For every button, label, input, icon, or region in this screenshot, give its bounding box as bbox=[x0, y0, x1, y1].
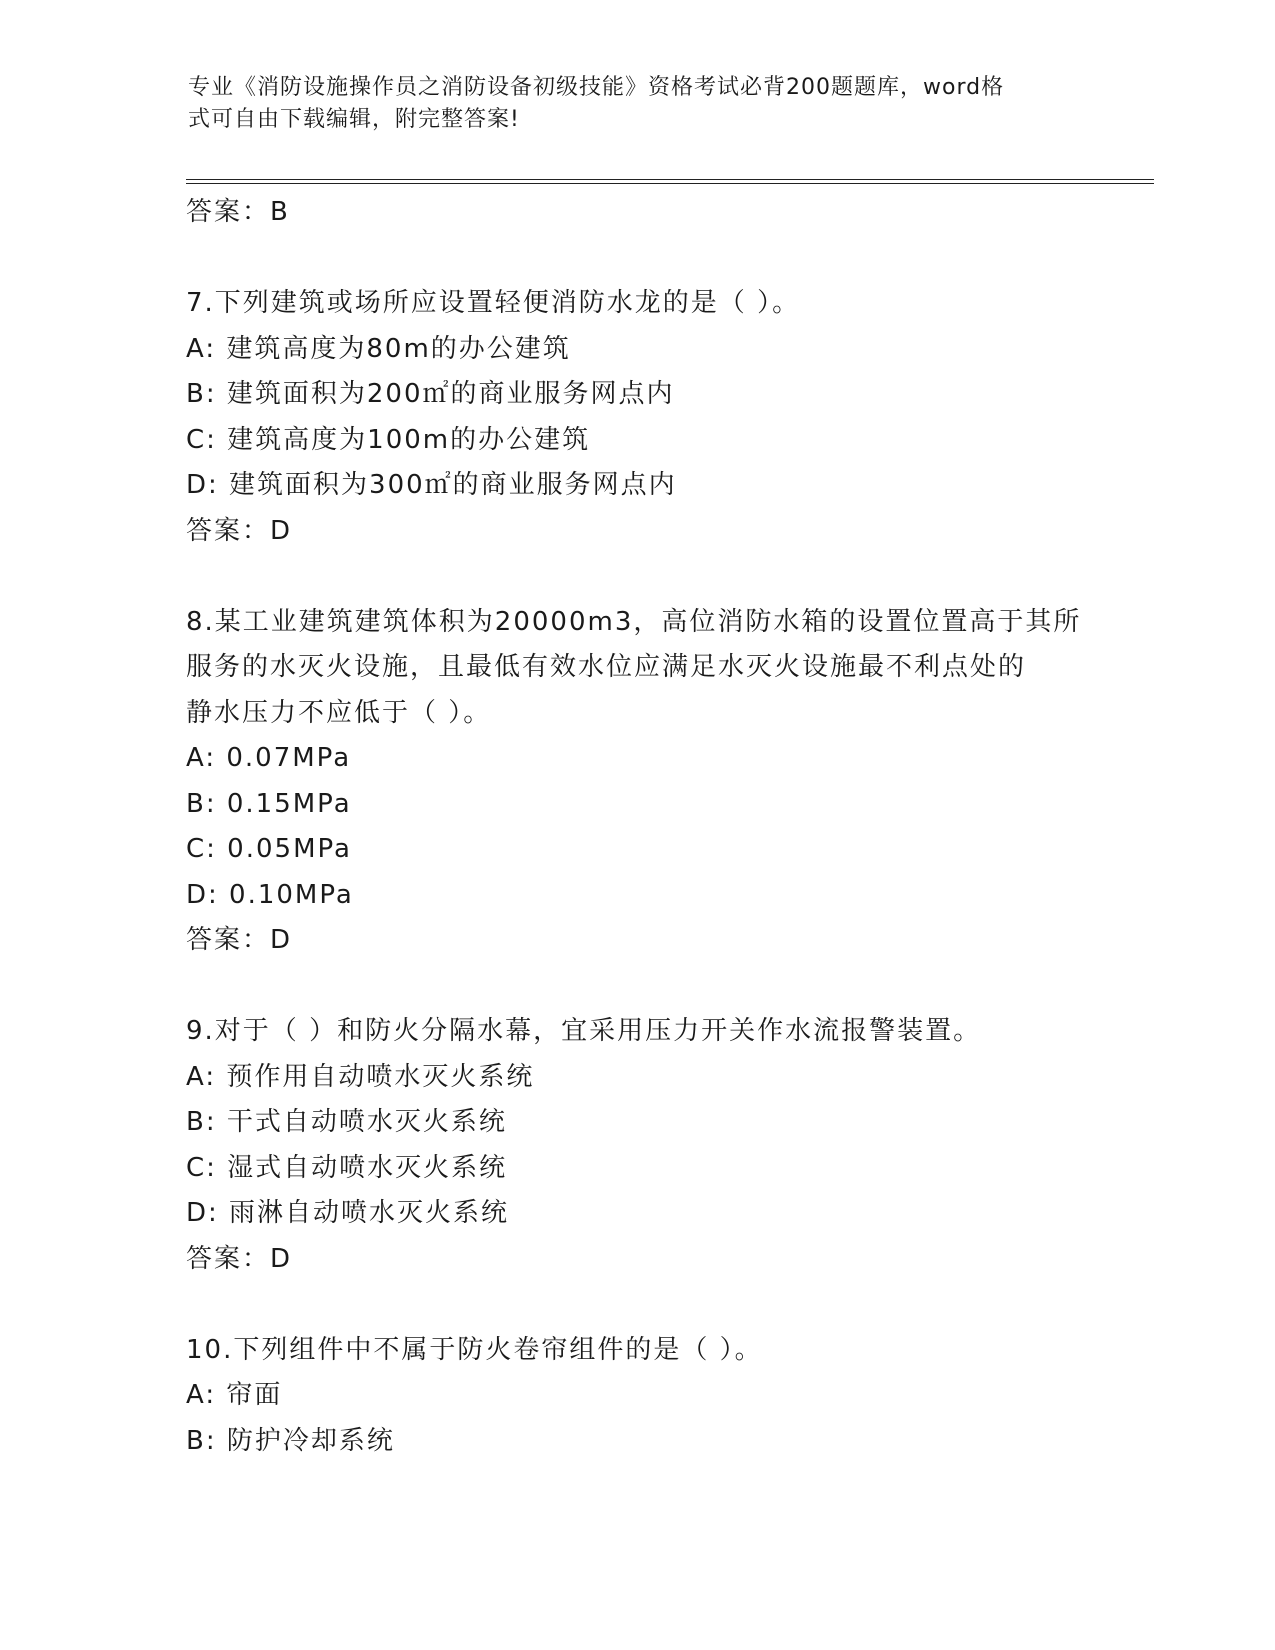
header-line-1: 专业《消防设施操作员之消防设备初级技能》资格考试必背200题题库，word格 bbox=[188, 75, 1005, 100]
question-9 bbox=[186, 1009, 1086, 1282]
header-line-2: 式可自由下载编辑，附完整答案! bbox=[188, 107, 520, 132]
spacer bbox=[186, 964, 1086, 1010]
question-text: 10.下列组件中不属于防火卷帘组件的是（ ）。 bbox=[186, 1334, 763, 1365]
question-7 bbox=[186, 281, 1086, 554]
option-c: C: 0.05MPa bbox=[186, 834, 352, 864]
option-d: D: 0.10MPa bbox=[186, 879, 354, 910]
spacer bbox=[186, 554, 1086, 600]
option-c: C: 湿式自动喷水灭火系统 bbox=[186, 1152, 508, 1183]
option-c: C: 建筑高度为100m的办公建筑 bbox=[186, 424, 591, 455]
document-header bbox=[188, 72, 1068, 136]
option-b: B: 建筑面积为200㎡的商业服务网点内 bbox=[186, 379, 675, 409]
question-text: 9.对于（ ）和防火分隔水幕，宜采用压力开关作水流报警装置。 bbox=[186, 1016, 982, 1046]
answer: 答案：D bbox=[186, 1243, 293, 1274]
question-text-line-1: 8.某工业建筑建筑体积为20000m3，高位消防水箱的设置位置高于其所 bbox=[186, 606, 1082, 637]
question-text-line-2: 服务的水灭火设施，且最低有效水位应满足水灭火设施最不利点处的 bbox=[186, 652, 1027, 682]
option-b: B: 0.15MPa bbox=[186, 788, 352, 819]
option-a: A: 建筑高度为80m的办公建筑 bbox=[186, 333, 571, 364]
question-text-line-3: 静水压力不应低于（ ）。 bbox=[186, 697, 492, 728]
option-a: A: 预作用自动喷水灭火系统 bbox=[186, 1061, 535, 1092]
answer: 答案：D bbox=[186, 925, 293, 955]
question-text: 7.下列建筑或场所应设置轻便消防水龙的是（ ）。 bbox=[186, 288, 801, 318]
option-a: A: 帘面 bbox=[186, 1380, 283, 1410]
previous-answer: 答案：B bbox=[186, 197, 290, 227]
option-a: A: 0.07MPa bbox=[186, 743, 352, 773]
option-b: B: 干式自动喷水灭火系统 bbox=[186, 1107, 507, 1137]
question-list bbox=[186, 190, 1086, 1464]
spacer bbox=[186, 236, 1086, 282]
question-8 bbox=[186, 600, 1086, 964]
question-10 bbox=[186, 1328, 1086, 1465]
option-d: D: 雨淋自动喷水灭火系统 bbox=[186, 1198, 510, 1228]
header-rule-top bbox=[186, 179, 1154, 180]
option-b: B: 防护冷却系统 bbox=[186, 1425, 395, 1456]
spacer bbox=[186, 1282, 1086, 1328]
answer: 答案：D bbox=[186, 515, 293, 546]
header-rule-bottom bbox=[186, 183, 1154, 184]
option-d: D: 建筑面积为300㎡的商业服务网点内 bbox=[186, 470, 677, 500]
